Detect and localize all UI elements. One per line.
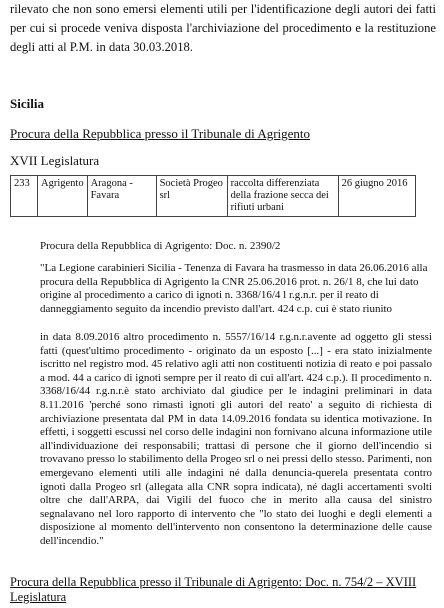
quote-paragraph-2: in data 8.09.2016 altro procedimento n. 5557/16/14 r.g.n.r.avente ad oggetto gli stessi fatti (quest'ultimo procedimento - originato da un esposto [...] - era stato inizialmente iscritto nel registro mod. 45 relativo agli atti non costituenti notizia di reato e poi passalo a mod. 44 a carico di ignoti sempre per il reato di cui all'art. 424 c.p.). Il procedimento n. 3368/16/44 r.g.n.r.è stato archiviato dal giudice per le indagini preliminari in data 8.11.2016 'perché sono rimasti ignoti gli autori del reato' a seguito di richiesta di archiviazione presentata dal PM in data 14.09.2016 fondata su identica motivazione. In effetti, i soggetti escussi nel corso delle indagini non fornivano alcuna informazione utile all'individuazione dei responsabili; trattasi di persone che il giorno dell'incendio si trovavano presso lo stabilimento della Progeo srl o nei pressi dello stesso. Parimenti, non emergevano elementi utili alle indagini né dalla denuncia-querela presentata contro ignoti dalla Progeo srl (allegata alla CNR sopra indicata), né dagli accertamenti svolti oltre che dall'ARPA, dai Vigili del fuoco che in merito alla causa del sinistro segnalavano nel loro rapporto di intervento che "lo stato dei luoghi e degli elementi a disposizione al momento dell'intervento non consentono la determinazione delle cause dell'incendio." [40, 331, 432, 547]
legislature-label: XVII Legislatura [10, 153, 100, 168]
procura-heading: Procura della Repubblica presso il Tribunale di Agrigento [10, 126, 311, 141]
record-place: Agrigento [38, 176, 88, 217]
case-record-table [10, 175, 416, 217]
intro-paragraph: rilevato che non sono emersi elementi utili per l'identificazione degli autori dei fatti per cui si procede veniva disposta l'archiviazione del procedimento e la restituzione degli atti al P.M. in data 30.03.2018. [10, 2, 436, 54]
record-location: Aragona - Favara [87, 176, 156, 217]
record-company: Società Progeo srl [156, 176, 227, 217]
record-description: raccolta differenziata della frazione secca dei rifiuti urbani [227, 176, 338, 217]
record-number: 233 [11, 176, 38, 217]
table-row [11, 176, 416, 217]
record-date: 26 giugno 2016 [338, 176, 415, 217]
doc-reference: Procura della Repubblica di Agrigento: Doc. n. 2390/2 [40, 240, 281, 252]
region-heading: Sicilia [10, 96, 44, 111]
footer-heading: Procura della Repubblica presso il Tribunale di Agrigento: Doc. n. 754/2 – XVIII Legislatura [10, 575, 417, 604]
quote-paragraph-1: "La Legione carabinieri Sicilia - Tenenza di Favara ha trasmesso in data 26.06.2016 alla procura della Repubblica di Agrigento la CNR 25.06.2016 prot. n. 26/1 8, che lui dato origine al procedimento a carico di ignoti n. 3368/16/4 l r.g.n.r. per il reato di danneggiamento seguito da incendio previsto dall'art. 424 c.p. cui è stato riunito [40, 262, 428, 315]
